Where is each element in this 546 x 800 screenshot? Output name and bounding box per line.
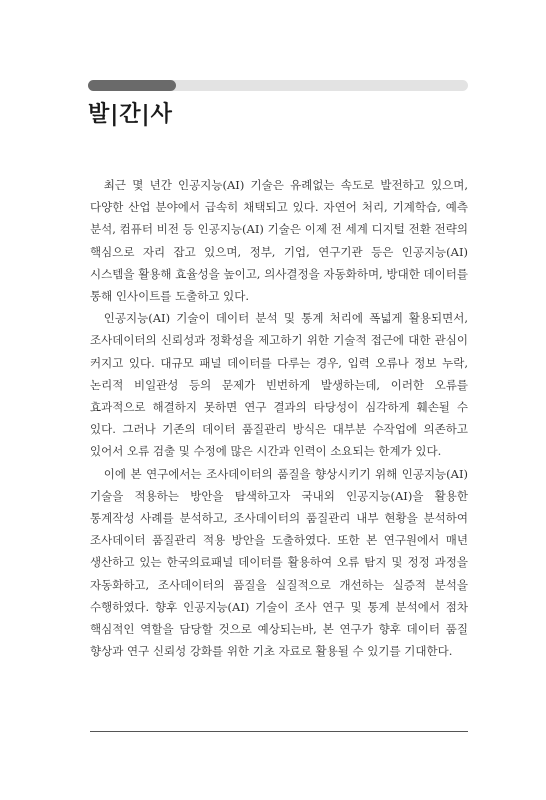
- paragraph-3: 이에 본 연구에서는 조사데이터의 품질을 향상시키기 위해 인공지능(AI) 기술을 적용하는 방안을 탐색하고자 국내외 인공지능(AI)을 활용한 통계작성 사례를 분석하고, 조사데이터의 품질관리 내부 현황을 분석하여 조사데이터 품질관리 적용 방안을 도출하였다. 또한 본 연구원에서 매년 생산하고 있는 한국의료패널 데이터를 활용하여 오류 탐지 및 정정 과정을 자동화하고, 조사데이터의 품질을 실질적으로 개선하는 실증적 분석을 수행하였다. 향후 인공지능(AI) 기술이 조사 연구 및 통계 분석에서 점차 핵심적인 역할을 담당할 것으로 예상되는바, 본 연구가 향후 데이터 품질 향상과 연구 신뢰성 강화를 위한 기초 자료로 활용될 수 있기를 기대한다.: [90, 466, 468, 659]
- preface-body: [90, 174, 468, 662]
- paragraph-1: 최근 몇 년간 인공지능(AI) 기술은 유례없는 속도로 발전하고 있으며, 다양한 산업 분야에서 급속히 채택되고 있다. 자연어 처리, 기계학습, 예측 분석, 컴퓨터 비전 등 인공지능(AI) 기술은 이제 전 세계 디지털 전환 전략의 핵심으로 자리 잡고 있으며, 정부, 기업, 연구기관 등은 인공지능(AI) 시스템을 활용해 효율성을 높이고, 의사결정을 자동화하며, 방대한 데이터를 통해 인사이트를 도출하고 있다.: [90, 178, 468, 304]
- bottom-divider: [90, 731, 468, 732]
- header-bar-accent: [88, 80, 176, 91]
- header-bar: [88, 80, 468, 91]
- paragraph-2: 인공지능(AI) 기술이 데이터 분석 및 통계 처리에 폭넓게 활용되면서, 조사데이터의 신뢰성과 정확성을 제고하기 위한 기술적 접근에 대한 관심이 커지고 있다. 대규모 패널 데이터를 다루는 경우, 입력 오류나 정보 누락, 논리적 비일관성 등의 문제가 빈번하게 발생하는데, 이러한 오류를 효과적으로 해결하지 못하면 연구 결과의 타당성이 심각하게 훼손될 수 있다. 그러나 기존의 데이터 품질관리 방식은 대부분 수작업에 의존하고 있어서 오류 검출 및 수정에 많은 시간과 인력이 소요되는 한계가 있다.: [90, 311, 468, 459]
- page-title: 발|간|사: [88, 102, 173, 127]
